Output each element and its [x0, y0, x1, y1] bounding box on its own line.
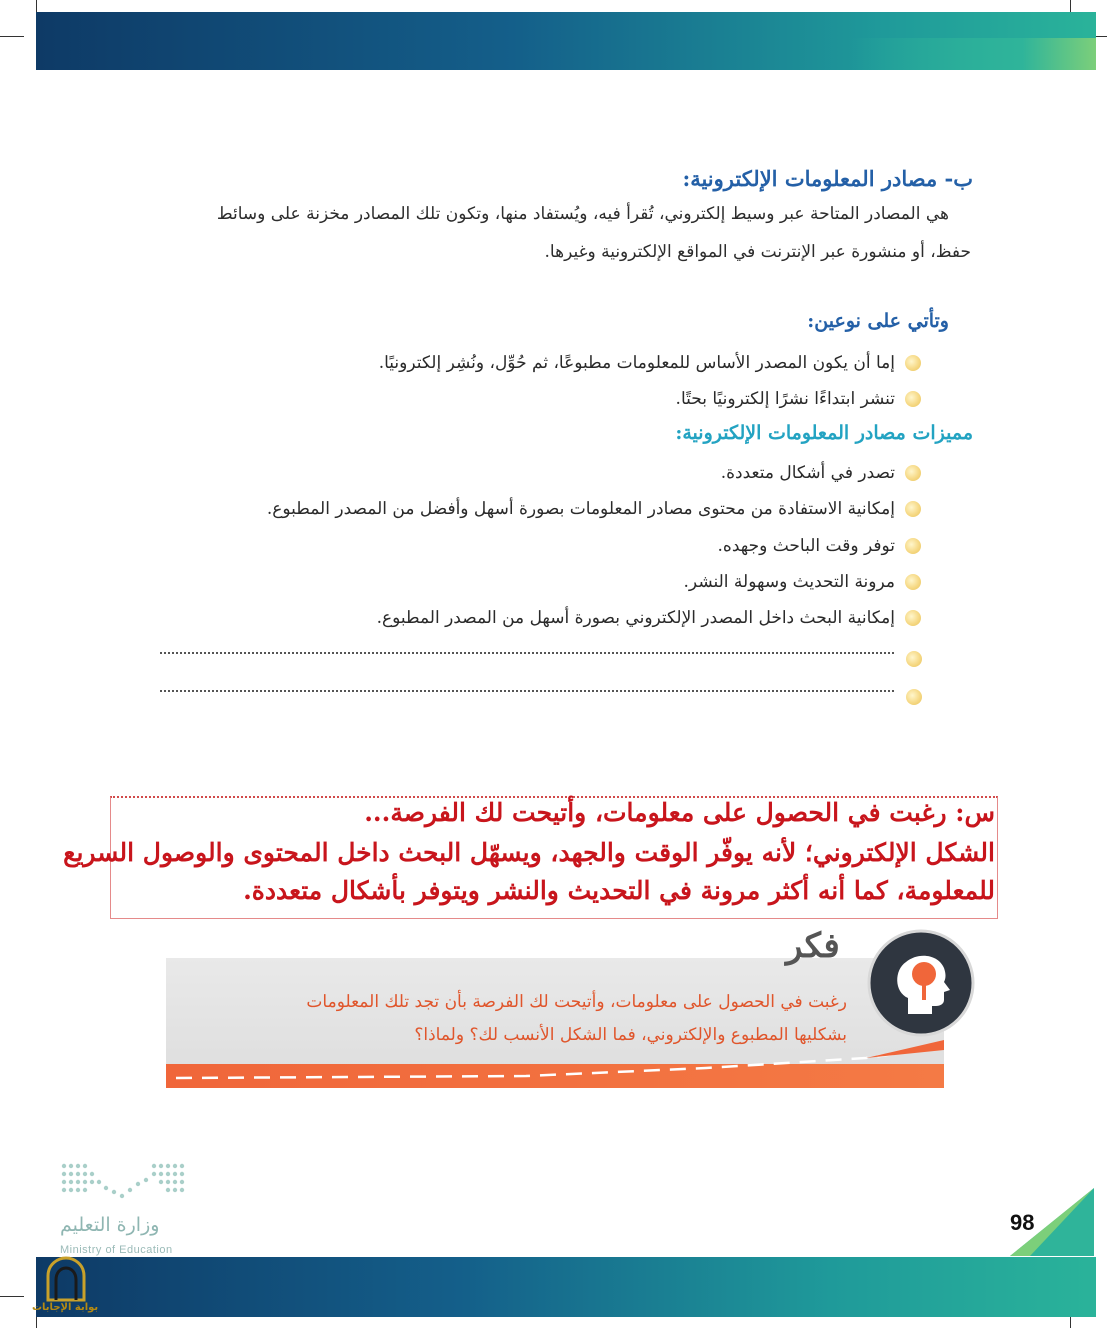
header-band-accent [850, 38, 1096, 70]
section-heading: ب- مصادر المعلومات الإلكترونية: [682, 166, 973, 191]
section-paragraph-line-2: حفظ، أو منشورة عبر الإنترنت في المواقع الإلكترونية وغيرها. [544, 242, 971, 262]
bullet-icon [905, 355, 921, 371]
crop-mark [0, 36, 24, 37]
features-heading: مميزات مصادر المعلومات الإلكترونية: [675, 422, 973, 444]
list-item-text: إمكانية الاستفادة من محتوى مصادر المعلومات بصورة أسهل وأفضل من المصدر المطبوع. [266, 499, 895, 519]
ministry-name-arabic: وزارة التعليم [60, 1214, 160, 1236]
page-number: 98 [1010, 1210, 1035, 1235]
bullet-icon [905, 501, 921, 517]
list-item [684, 565, 921, 599]
footer-band [36, 1257, 1096, 1317]
list-item [721, 456, 921, 490]
list-item-text: تصدر في أشكال متعددة. [720, 463, 895, 483]
answer-line-1: س: رغبت في الحصول على معلومات، وأتيحت لك الفرصة... [364, 798, 995, 827]
bullet-icon [905, 574, 921, 590]
types-heading: وتأتي على نوعين: [807, 310, 949, 332]
list-item-text: توفر وقت الباحث وجهده. [717, 536, 895, 556]
list-item-text: تنشر ابتداءًا نشرًا إلكترونيًا بحتًا. [675, 389, 895, 409]
list-item [377, 601, 921, 635]
list-item [676, 382, 921, 416]
list-item [718, 529, 921, 563]
list-item [379, 346, 921, 380]
bullet-icon [905, 538, 921, 554]
list-item-text: مرونة التحديث وسهولة النشر. [683, 572, 895, 592]
ministry-name-english: Ministry of Education [60, 1244, 173, 1256]
section-paragraph-line-1: هي المصادر المتاحة عبر وسيط إلكتروني، تُقرأ فيه، ويُستفاد منها، وتكون تلك المصادر مخزنة على وسائط [216, 204, 949, 224]
blank-answer-line[interactable] [160, 690, 894, 692]
head-brain-icon [866, 928, 976, 1038]
answer-line-3: للمعلومة، كما أنه أكثر مرونة في التحديث والنشر ويتوفر بأشكال متعددة. [243, 876, 995, 905]
list-item [267, 492, 921, 526]
portal-name: بوابة الإجابات [32, 1302, 99, 1313]
ministry-logo-icon [58, 1160, 190, 1204]
bullet-icon [905, 391, 921, 407]
bullet-icon [906, 651, 922, 667]
think-question-line-1: رغبت في الحصول على معلومات، وأتيحت لك الفرصة بأن تجد تلك المعلومات [306, 992, 847, 1012]
crop-mark [0, 1296, 24, 1297]
blank-answer-line[interactable] [160, 652, 894, 654]
think-title: فكر [786, 926, 840, 966]
think-question-line-2: بشكليها المطبوع والإلكتروني، فما الشكل الأنسب لك؟ ولماذا؟ [414, 1025, 847, 1045]
list-item-text: إمكانية البحث داخل المصدر الإلكتروني بصورة أسهل من المصدر المطبوع. [376, 608, 895, 628]
list-item-text: إما أن يكون المصدر الأساس للمعلومات مطبوعًا، ثم حُوِّل، ونُشِر إلكترونيًا. [378, 353, 895, 373]
portal-logo-icon [44, 1256, 88, 1302]
bullet-icon [906, 689, 922, 705]
answer-line-2: الشكل الإلكتروني؛ لأنه يوفّر الوقت والجهد، ويسهّل البحث داخل المحتوى والوصول السريع [63, 838, 995, 867]
bullet-icon [905, 465, 921, 481]
bullet-icon [905, 610, 921, 626]
